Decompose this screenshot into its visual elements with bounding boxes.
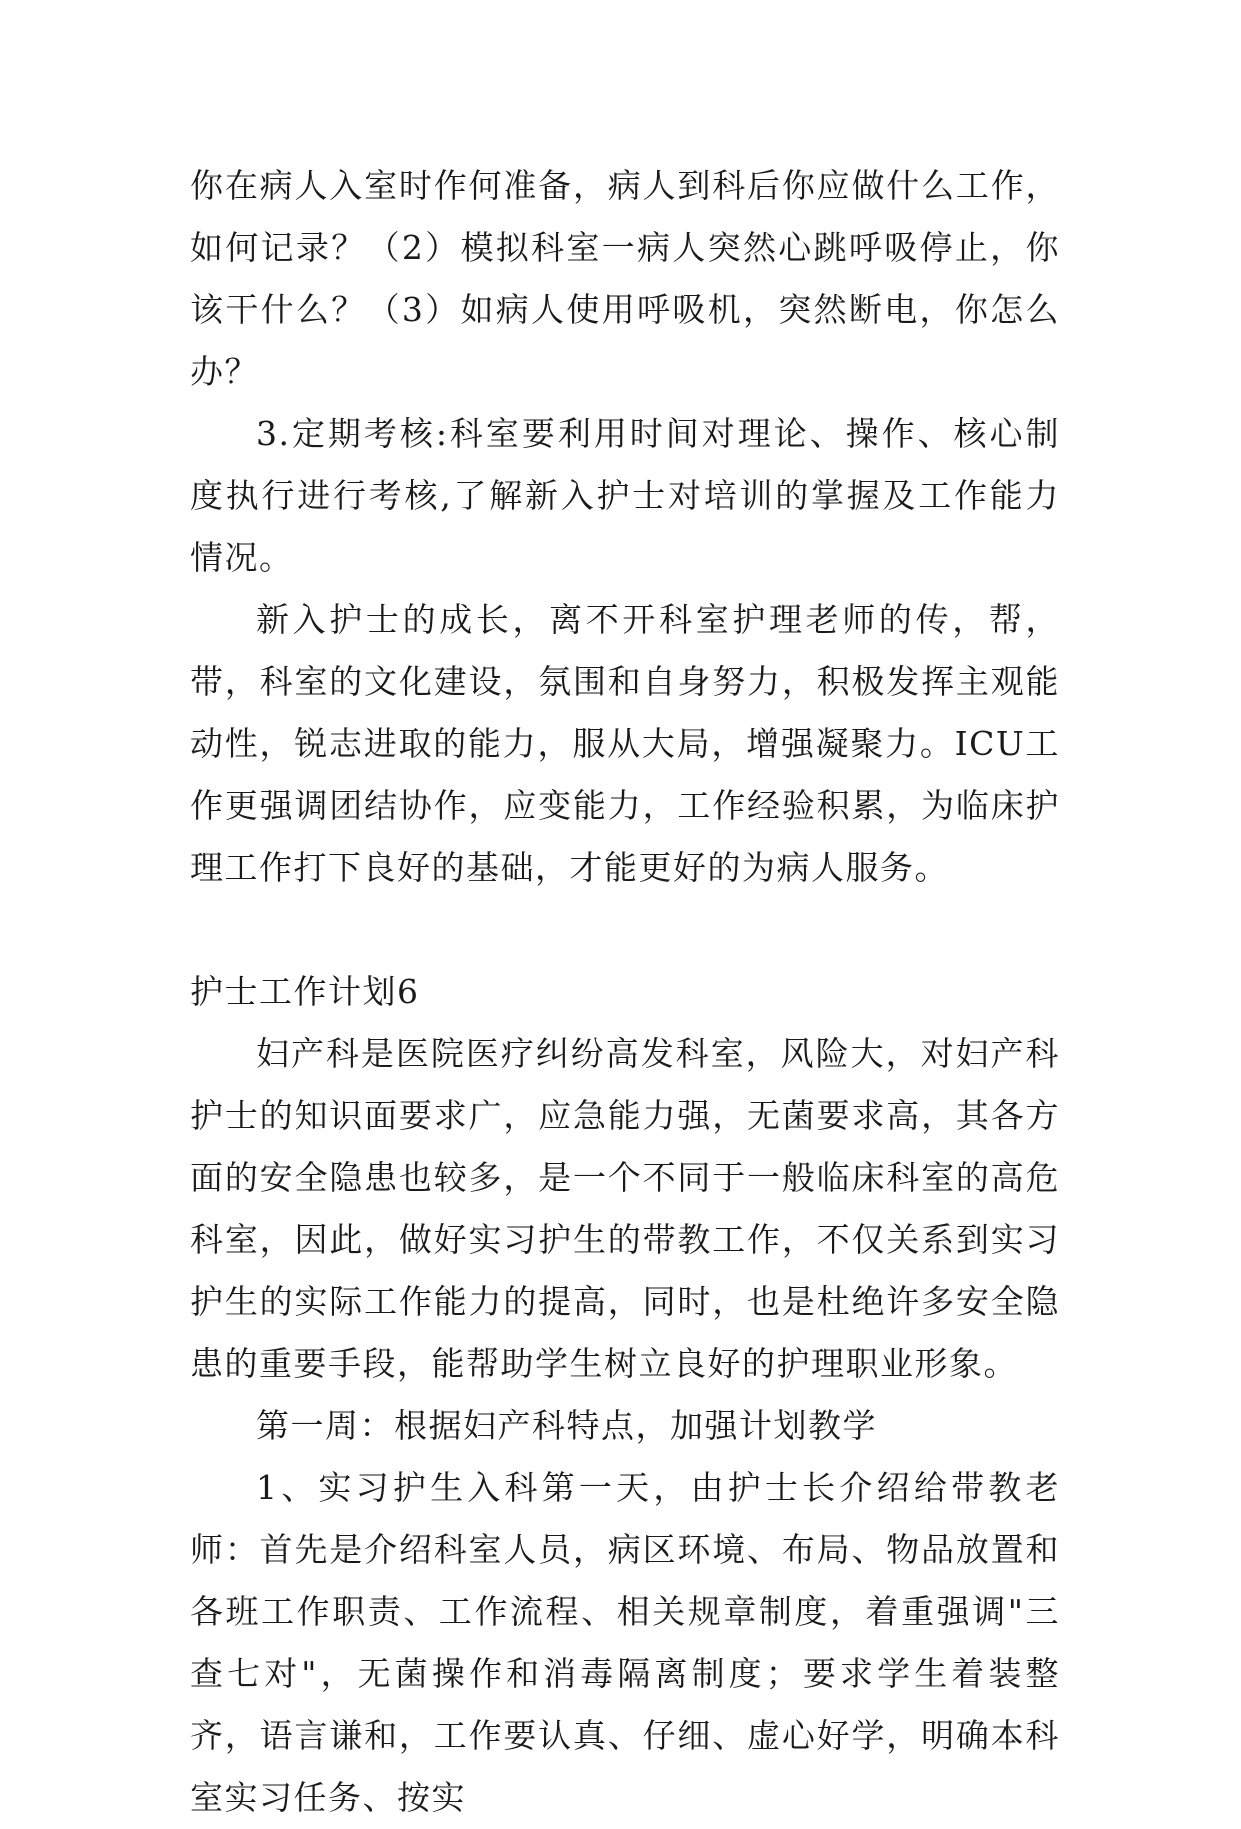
paragraph-3: 新入护士的成长，离不开科室护理老师的传，帮，带，科室的文化建设，氛围和自身努力，积极发挥主观能动性，锐志进取的能力，服从大局，增强凝聚力。ICU工作更强调团结协作，应变能力，工作经验积累，为临床护理工作打下良好的基础，才能更好的为病人服务。 [190,600,1060,887]
document-body [190,155,1060,1829]
paragraph-1: 你在病人入室时作何准备，病人到科后你应做什么工作，如何记录？（2）模拟科室一病人突然心跳呼吸停止，你该干什么？（3）如病人使用呼吸机，突然断电，你怎么办？ [190,166,1060,391]
paragraph-6: 1、实习护生入科第一天，由护士长介绍给带教老师：首先是介绍科室人员，病区环境、布局、物品放置和各班工作职责、工作流程、相关规章制度，着重强调"三查七对"，无菌操作和消毒隔离制度；要求学生着装整齐，语言谦和，工作要认真、仔细、虚心好学，明确本科室实习任务、按实 [190,1468,1060,1817]
paragraph-2: 3.定期考核:科室要利用时间对理论、操作、核心制度执行进行考核,了解新入护士对培训的掌握及工作能力情况。 [190,414,1060,577]
paragraph-5: 第一周：根据妇产科特点，加强计划教学 [256,1406,877,1445]
section-heading: 护士工作计划6 [190,972,420,1011]
paragraph-4: 妇产科是医院医疗纠纷高发科室，风险大，对妇产科护士的知识面要求广，应急能力强，无菌要求高，其各方面的安全隐患也较多，是一个不同于一般临床科室的高危科室，因此，做好实习护生的带教工作，不仅关系到实习护生的实际工作能力的提高，同时，也是杜绝许多安全隐患的重要手段，能帮助学生树立良好的护理职业形象。 [190,1034,1060,1383]
